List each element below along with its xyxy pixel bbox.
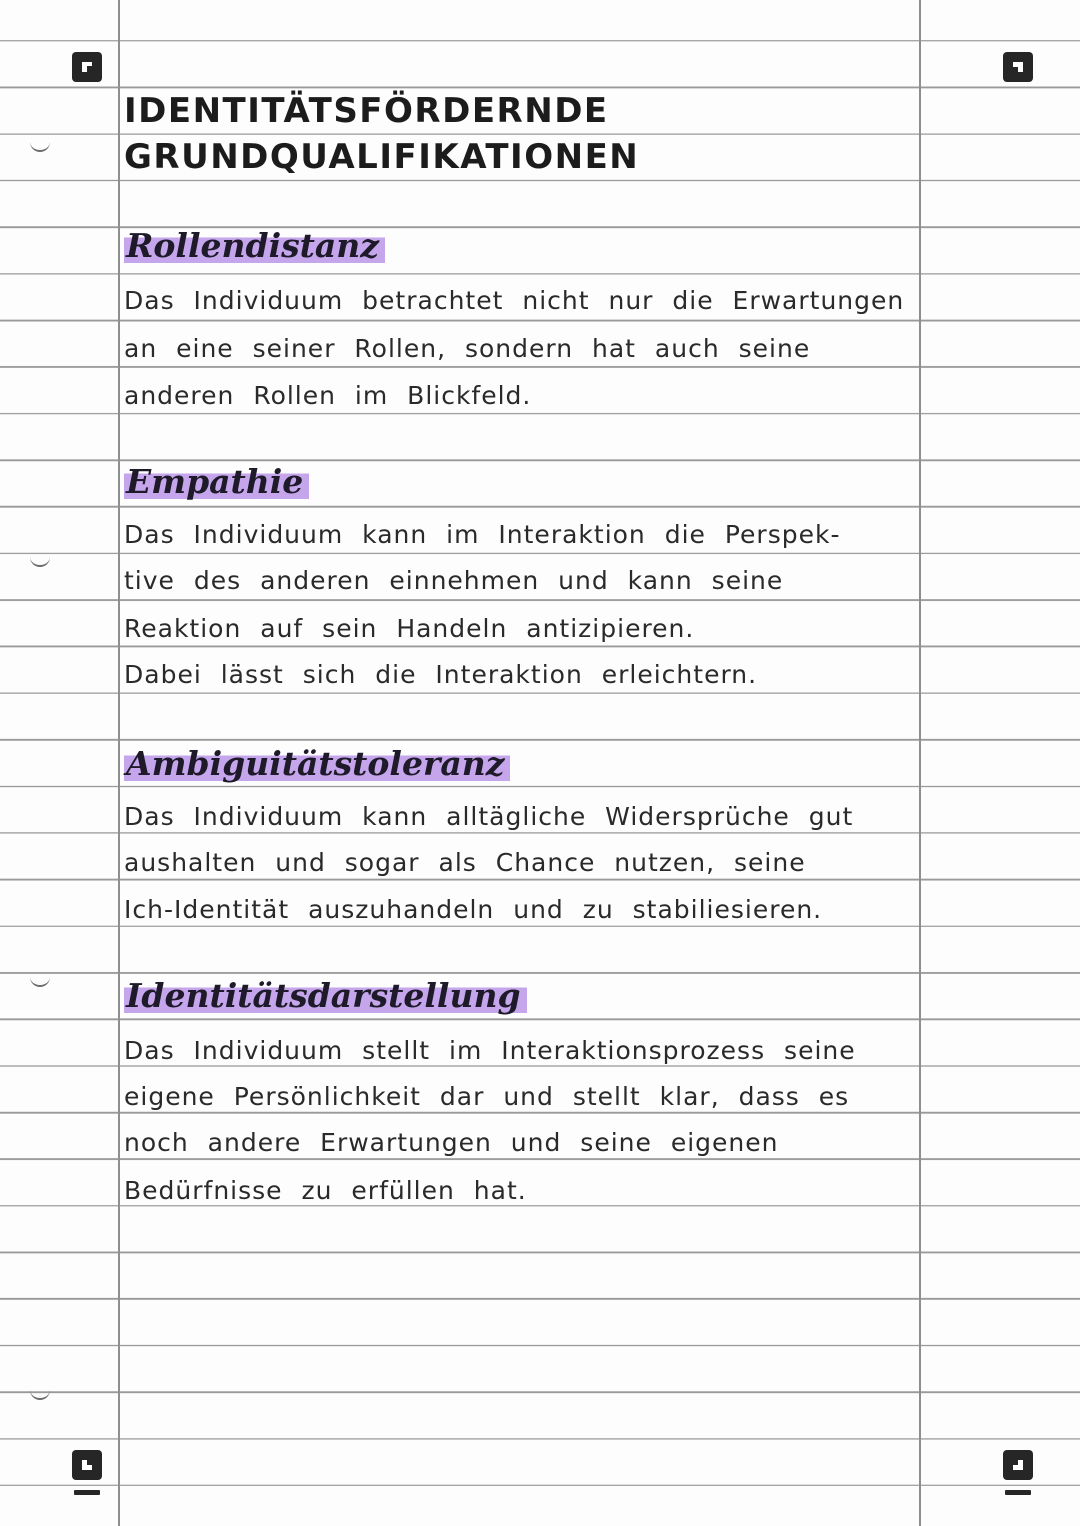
punch-hole-mark xyxy=(30,975,50,987)
corner-marker-bottom-left-icon xyxy=(72,1450,102,1480)
text-line: Bedürfnisse zu erfüllen hat. xyxy=(124,1176,527,1205)
heading-text: Identitätsdarstellung xyxy=(124,976,527,1015)
text-line: Dabei lässt sich die Interaktion erleichtern. xyxy=(124,660,758,689)
corner-marker-bottom-right-icon xyxy=(1003,1450,1033,1480)
text-line: Ich-Identität auszuhandeln und zu stabiliesieren. xyxy=(124,895,823,924)
section-heading-rollendistanz xyxy=(124,226,385,265)
punch-hole-mark xyxy=(30,555,50,567)
corner-marker-top-right-icon xyxy=(1003,52,1033,82)
right-margin-line xyxy=(919,0,921,1526)
text-line: eigene Persönlichkeit dar und stellt klar, dass es xyxy=(124,1082,850,1111)
title-line: GRUNDQUALIFIKATIONEN xyxy=(124,137,640,177)
title-line: IDENTITÄTSFÖRDERNDE xyxy=(124,91,609,131)
heading-text: Ambiguitätstoleranz xyxy=(124,744,510,783)
left-margin-line xyxy=(118,0,120,1526)
text-line: noch andere Erwartungen und seine eigenen xyxy=(124,1128,779,1157)
punch-hole-mark xyxy=(30,1388,50,1400)
text-line: anderen Rollen im Blickfeld. xyxy=(124,381,532,410)
text-line: Reaktion auf sein Handeln antizipieren. xyxy=(124,614,695,643)
punch-hole-mark xyxy=(30,140,50,152)
text-line: aushalten und sogar als Chance nutzen, seine xyxy=(124,848,806,877)
page-title xyxy=(124,88,639,180)
text-line: an eine seiner Rollen, sondern hat auch seine xyxy=(124,334,811,363)
text-line: Das Individuum betrachtet nicht nur die Erwartungen xyxy=(124,286,905,315)
section-heading-identitaetsdarstellung xyxy=(124,976,527,1015)
section-heading-empathie xyxy=(124,462,309,501)
text-line: Das Individuum kann alltägliche Widersprüche gut xyxy=(124,802,854,831)
heading-text: Empathie xyxy=(124,462,309,501)
text-line: tive des anderen einnehmen und kann seine xyxy=(124,566,784,595)
corner-marker-top-left-icon xyxy=(72,52,102,82)
text-line: Das Individuum kann im Interaktion die Perspek- xyxy=(124,520,841,549)
heading-text: Rollendistanz xyxy=(124,226,385,265)
section-heading-ambiguitaetstoleranz xyxy=(124,744,510,783)
text-line: Das Individuum stellt im Interaktionsprozess seine xyxy=(124,1036,856,1065)
